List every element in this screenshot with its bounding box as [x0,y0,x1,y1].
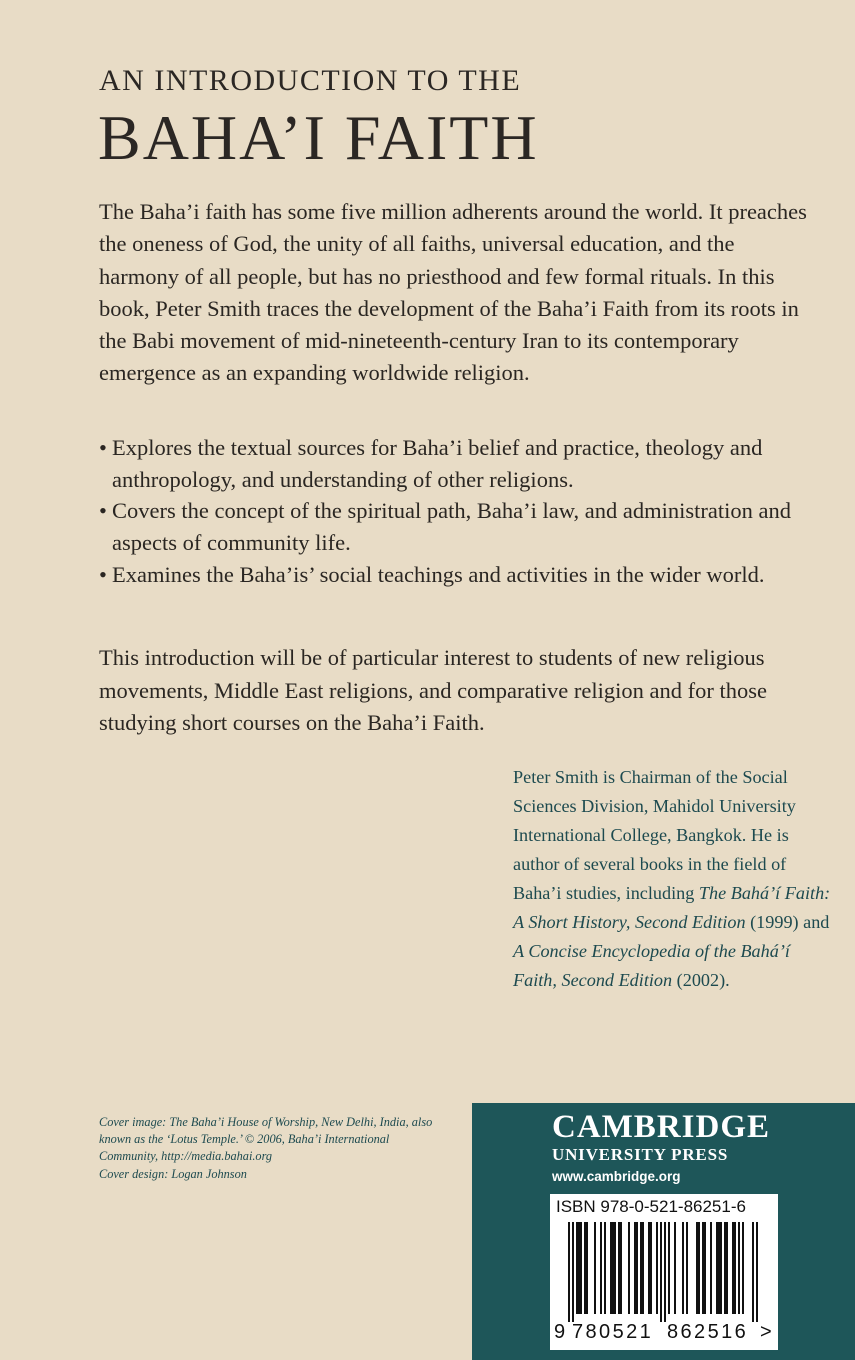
barcode-digits-left: 780521 [572,1321,654,1343]
bullet-dot-icon: • [99,498,107,524]
barcode-bar [620,1222,622,1314]
barcode-bar [614,1222,616,1314]
barcode-bar [738,1222,740,1314]
barcode-bar [650,1222,652,1314]
author-bio [513,763,838,995]
book-title: BAHA’I FAITH [98,102,539,173]
publisher-name: CAMBRIDGE [552,1109,771,1145]
author-bio-text: (1999) and [745,912,830,932]
barcode-bar [682,1222,684,1314]
barcode-bar [576,1222,578,1314]
barcode-bar [732,1222,734,1314]
closing-paragraph: This introduction will be of particular interest to students of new religious movements, Middle East religions, and comparative religion and for those studying short courses on the Baha’i Faith. [99,645,767,736]
barcode-box [550,1194,778,1350]
barcode-bar [600,1222,602,1314]
bullet-dot-icon: • [99,435,107,460]
barcode-bar [696,1222,698,1314]
cover-image-credit: Cover image: The Baha’i House of Worship, New Delhi, India, also known as the ‘Lotus Temple.’ © 2006, Baha’i International Community, http://media.bahai.org [99,1115,433,1164]
barcode-bar [718,1222,720,1314]
publisher-subname: UNIVERSITY PRESS [552,1145,729,1164]
barcode-bar [580,1222,582,1314]
barcode-bar [668,1222,670,1314]
barcode-digit-lead: 9 [554,1321,566,1343]
barcode-bar [610,1222,612,1314]
feature-bullet-item [99,559,829,591]
isbn-label: ISBN 978-0-521-86251-6 [556,1197,746,1216]
barcode-bar [618,1222,620,1314]
cover-credits [99,1114,439,1183]
barcode-bar [752,1222,754,1322]
barcode-bar [648,1222,650,1314]
barcode-bar [726,1222,728,1314]
barcode-bar [742,1222,744,1314]
barcode-bar [704,1222,706,1314]
feature-bullet-item [99,495,829,558]
author-bio-text: (2002). [672,970,730,990]
barcode-bar [604,1222,606,1314]
barcode-digit-end: > [760,1321,772,1343]
barcode-bar [734,1222,736,1314]
barcode-bar [594,1222,596,1314]
barcode-bar [660,1222,662,1322]
barcode-bar [702,1222,704,1314]
barcode-bar [674,1222,676,1314]
barcode-bar [656,1222,658,1314]
publisher-url: www.cambridge.org [552,1169,681,1184]
barcode-digits-right: 862516 [667,1321,749,1343]
barcode-bar [698,1222,700,1314]
barcode-bar [586,1222,588,1314]
barcode-bar [756,1222,758,1322]
barcode-icon [568,1222,758,1322]
feature-bullet-text: Covers the concept of the spiritual path, Baha’i law, and administration and aspects of community life. [112,498,791,556]
barcode-bar [578,1222,580,1314]
barcode-bar [636,1222,638,1314]
barcode-bar [568,1222,570,1322]
barcode-bar [640,1222,642,1314]
feature-bullet-text: Explores the textual sources for Baha’i belief and practice, theology and anthropology, and understanding of other religions. [112,435,763,492]
intro-paragraph: The Baha’i faith has some five million adherents around the world. It preaches the oneness of God, the unity of all faiths, universal education, and the harmony of all people, but has no priesthood and few formal rituals. In this book, Peter Smith traces the development of the Baha’i Faith from its roots in the Babi movement of mid-nineteenth-century Iran to its contemporary emergence as an expanding worldwide religion. [99,199,807,386]
book-title-2: A Concise Encyclopedia of the Bahá’í Faith, Second Edition [513,941,790,990]
feature-bullet-text: Examines the Baha’is’ social teachings and activities in the wider world. [112,561,765,587]
barcode-bar [710,1222,712,1314]
barcode-bar [686,1222,688,1314]
bullet-dot-icon: • [99,561,107,587]
title-subtitle: AN INTRODUCTION TO THE [99,64,522,97]
barcode-bar [612,1222,614,1314]
barcode-bar [572,1222,574,1322]
barcode-bar [720,1222,722,1314]
barcode-bar [628,1222,630,1314]
feature-bullet-item [99,432,829,495]
barcode-bar [664,1222,666,1322]
author-bio-text: Peter Smith is Chairman of the Social Sciences Division, Mahidol University International College, Bangkok. He is author of several books in the field of Baha’i studies, including [513,767,796,903]
book-title-1: The Bahá’í Faith: A Short History, Second Edition [513,883,831,932]
barcode-bar [634,1222,636,1314]
barcode-bar [724,1222,726,1314]
barcode-bar [584,1222,586,1314]
cover-design-credit: Cover design: Logan Johnson [99,1166,247,1181]
feature-bullet-list [99,432,829,591]
barcode-digits [550,1322,778,1348]
barcode-bar [642,1222,644,1314]
publisher-panel [472,1103,855,1360]
barcode-bar [716,1222,718,1314]
